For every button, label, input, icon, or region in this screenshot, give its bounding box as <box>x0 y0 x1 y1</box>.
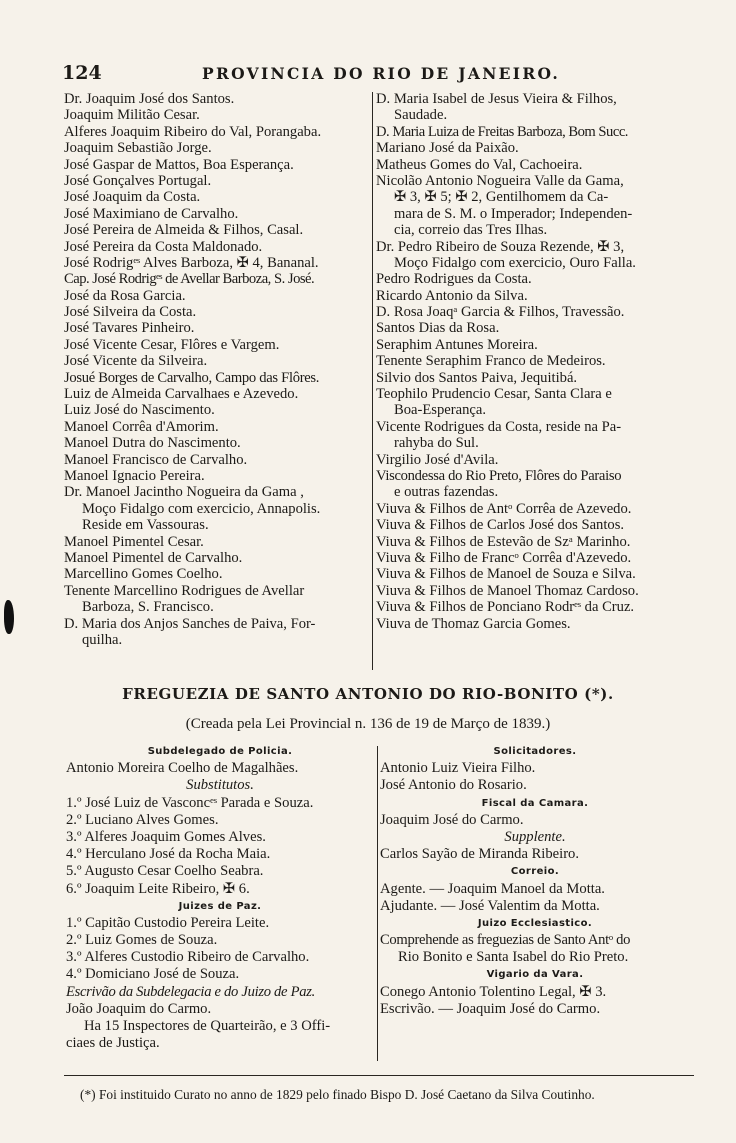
list-item: 1.º Capitão Custodio Pereira Leite. <box>66 914 270 931</box>
list-item: Boa-Esperança. <box>394 402 486 419</box>
list-item: quilha. <box>82 631 123 648</box>
list-item: Comprehende as freguezias de Santo Antᵒ do <box>380 932 631 949</box>
subheading: Supplente. <box>504 828 566 845</box>
list-item: 1.º José Luiz de Vasconcᵉˢ Parada e Souza. <box>66 794 314 811</box>
ink-blot <box>4 600 14 634</box>
list-item: Dr. Manoel Jacintho Nogueira da Gama , <box>64 484 304 501</box>
left-name-list <box>64 91 374 648</box>
list-item: José Tavares Pinheiro. <box>64 320 195 337</box>
list-item: João Joaquim do Carmo. <box>66 1000 212 1017</box>
list-item: Conego Antonio Tolentino Legal, ✠ 3. <box>380 983 607 1000</box>
list-item: Manoel Pimentel de Carvalho. <box>64 549 243 566</box>
list-item: José Pereira da Costa Maldonado. <box>64 238 263 255</box>
subheading: Juizes de Paz. <box>178 900 262 912</box>
list-item: Viuva & Filhos de Manoel de Souza e Silva. <box>376 566 636 583</box>
list-item: José Joaquim da Costa. <box>64 189 201 206</box>
list-item: Reside em Vassouras. <box>82 517 209 534</box>
list-item: Santos Dias da Rosa. <box>376 320 500 337</box>
list-item: José Vicente da Silveira. <box>64 353 208 370</box>
list-item: Manoel Francisco de Carvalho. <box>64 451 248 468</box>
list-item: Manoel Corrêa d'Amorim. <box>64 418 219 435</box>
list-item: Seraphim Antunes Moreira. <box>376 336 538 353</box>
page-header <box>62 62 692 86</box>
subheading: Escrivão da Subdelegacia e do Juizo de Paz. <box>66 983 315 1000</box>
list-item: 4.º Domiciano José de Souza. <box>66 966 240 983</box>
list-item: Dr. Pedro Ribeiro de Souza Rezende, ✠ 3, <box>376 238 625 255</box>
list-item: Alferes Joaquim Ribeiro do Val, Porangaba. <box>64 123 322 140</box>
list-item: Viuva & Filhos de Carlos José dos Santos. <box>376 517 625 534</box>
list-item: Joaquim José do Carmo. <box>380 811 524 828</box>
list-item: Dr. Joaquim José dos Santos. <box>64 91 235 107</box>
parish-left-block <box>66 743 374 1052</box>
column-divider <box>377 746 378 1061</box>
list-item: Manoel Ignacio Pereira. <box>64 467 205 484</box>
list-item: D. Maria Luiza de Freitas Barboza, Bom Succ. <box>376 123 628 140</box>
footnote: (*) Foi instituido Curato no anno de 1829 pelo finado Bispo D. José Caetano da Silva Coutinho. <box>80 1087 595 1102</box>
list-item: Silvio dos Santos Paiva, Jequitibá. <box>376 369 578 386</box>
list-item: rahyba do Sul. <box>394 435 479 452</box>
list-item: Ha 15 Inspectores de Quarteirão, e 3 Offi- <box>84 1018 331 1034</box>
list-item: José Silveira da Costa. <box>64 304 197 321</box>
list-item: 4.º Herculano José da Rocha Maia. <box>66 846 271 863</box>
list-item: José Vicente Cesar, Flôres e Vargem. <box>64 336 280 353</box>
list-item: 6.º Joaquim Leite Ribeiro, ✠ 6. <box>66 880 250 897</box>
list-item: Agente. — Joaquim Manoel da Motta. <box>380 880 605 897</box>
footnote-rule <box>64 1075 694 1076</box>
list-item: Barboza, S. Francisco. <box>82 599 214 616</box>
list-item: 2.º Luciano Alves Gomes. <box>66 811 219 828</box>
list-item: ✠ 3, ✠ 5; ✠ 2, Gentilhomem da Ca- <box>394 189 609 206</box>
list-item: Viuva & Filhos de Manoel Thomaz Cardoso. <box>376 582 639 599</box>
list-item: José da Rosa Garcia. <box>64 287 186 304</box>
list-item: Rio Bonito e Santa Isabel do Rio Preto. <box>398 949 629 966</box>
page-title: PROVINCIA DO RIO DE JANEIRO. <box>202 64 561 83</box>
list-item: 3.º Alferes Custodio Ribeiro de Carvalho. <box>66 949 310 966</box>
list-item: 5.º Augusto Cesar Coelho Seabra. <box>66 863 264 880</box>
list-item: José Gaspar de Mattos, Boa Esperança. <box>64 156 294 173</box>
list-item: ciaes de Justiça. <box>66 1035 160 1052</box>
subheading: Vigario da Vara. <box>486 969 584 981</box>
list-item: José Maximiano de Carvalho. <box>64 205 239 222</box>
list-item: Joaquim Militão Cesar. <box>64 107 200 124</box>
list-item: Moço Fidalgo com exercicio, Ouro Falla. <box>394 254 636 271</box>
list-item: Nicolão Antonio Nogueira Valle da Gama, <box>376 172 624 189</box>
list-item: Viscondessa do Rio Preto, Flôres do Paraiso <box>376 467 622 484</box>
subheading: Juizo Ecclesiastico. <box>477 917 593 929</box>
section-title: FREGUEZIA DE SANTO ANTONIO DO RIO-BONITO (*). <box>122 685 614 703</box>
list-item: Manoel Pimentel Cesar. <box>64 533 204 550</box>
list-item: D. Maria dos Anjos Sanches de Paiva, For- <box>64 615 316 632</box>
list-item: Teophilo Prudencio Cesar, Santa Clara e <box>376 386 612 403</box>
list-item: D. Rosa Joaqᵃ Garcia & Filhos, Travessão. <box>376 304 625 321</box>
list-item: Luiz José do Nascimento. <box>64 402 215 419</box>
right-name-list <box>376 91 691 632</box>
list-item: Tenente Seraphim Franco de Medeiros. <box>376 353 606 370</box>
list-item: Carlos Sayão de Miranda Ribeiro. <box>380 846 579 863</box>
subheading: Subdelegado de Policia. <box>147 746 293 757</box>
list-item: Luiz de Almeida Carvalhaes e Azevedo. <box>64 386 299 403</box>
column-divider <box>372 92 373 670</box>
list-item: Saudade. <box>394 107 448 124</box>
list-item: Ajudante. — José Valentim da Motta. <box>380 897 600 914</box>
list-item: Cap. José Rodrigᵉˢ de Avellar Barboza, S. José. <box>64 271 315 288</box>
list-item: José Pereira de Almeida & Filhos, Casal. <box>64 222 304 239</box>
section-subtitle: (Creada pela Lei Provincial n. 136 de 19 de Março de 1839.) <box>185 716 551 732</box>
parish-right-block <box>380 743 690 1018</box>
list-item: Tenente Marcellino Rodrigues de Avellar <box>64 582 305 599</box>
list-item: Escrivão. — Joaquim José do Carmo. <box>380 1000 601 1017</box>
list-item: Virgilio José d'Avila. <box>376 451 499 468</box>
list-item: Josué Borges de Carvalho, Campo das Flôres. <box>64 369 320 386</box>
list-item: Manoel Dutra do Nascimento. <box>64 435 241 452</box>
list-item: Antonio Luiz Vieira Filho. <box>380 760 536 777</box>
list-item: José Rodrigᵉˢ Alves Barboza, ✠ 4, Bananal. <box>64 254 319 271</box>
list-item: Viuva & Filhos de Antᵒ Corrêa de Azevedo. <box>376 500 632 517</box>
list-item: Joaquim Sebastião Jorge. <box>64 140 212 157</box>
subheading: Correio. <box>510 866 560 878</box>
list-item: Ricardo Antonio da Silva. <box>376 287 528 304</box>
subheading: Substitutos. <box>186 777 254 794</box>
list-item: e outras fazendas. <box>394 484 499 501</box>
list-item: Viuva & Filho de Francᵒ Corrêa d'Azevedo. <box>376 549 632 566</box>
list-item: Antonio Moreira Coelho de Magalhães. <box>66 760 299 777</box>
list-item: mara de S. M. o Imperador; Independen- <box>394 205 633 222</box>
list-item: Viuva & Filhos de Estevão de Szᵃ Marinho. <box>376 533 631 550</box>
list-item: Matheus Gomes do Val, Cachoeira. <box>376 156 583 173</box>
list-item: Vicente Rodrigues da Costa, reside na Pa- <box>376 418 622 435</box>
list-item: D. Maria Isabel de Jesus Vieira & Filhos, <box>376 91 617 107</box>
list-item: cia, correio das Tres Ilhas. <box>394 222 548 239</box>
list-item: Pedro Rodrigues da Costa. <box>376 271 532 288</box>
subheading: Fiscal da Camara. <box>481 797 589 809</box>
list-item: Moço Fidalgo com exercicio, Annapolis. <box>82 500 321 517</box>
list-item: Viuva de Thomaz Garcia Gomes. <box>376 615 571 632</box>
list-item: Mariano José da Paixão. <box>376 140 519 157</box>
list-item: Marcellino Gomes Coelho. <box>64 566 223 583</box>
page-number: 124 <box>62 62 102 84</box>
list-item: 2.º Luiz Gomes de Souza. <box>66 932 218 949</box>
list-item: José Antonio do Rosario. <box>380 777 527 794</box>
subheading: Solicitadores. <box>493 746 577 757</box>
list-item: Viuva & Filhos de Ponciano Rodrᵉˢ da Cruz. <box>376 599 635 616</box>
list-item: 3.º Alferes Joaquim Gomes Alves. <box>66 828 266 845</box>
list-item: José Gonçalves Portugal. <box>64 172 212 189</box>
